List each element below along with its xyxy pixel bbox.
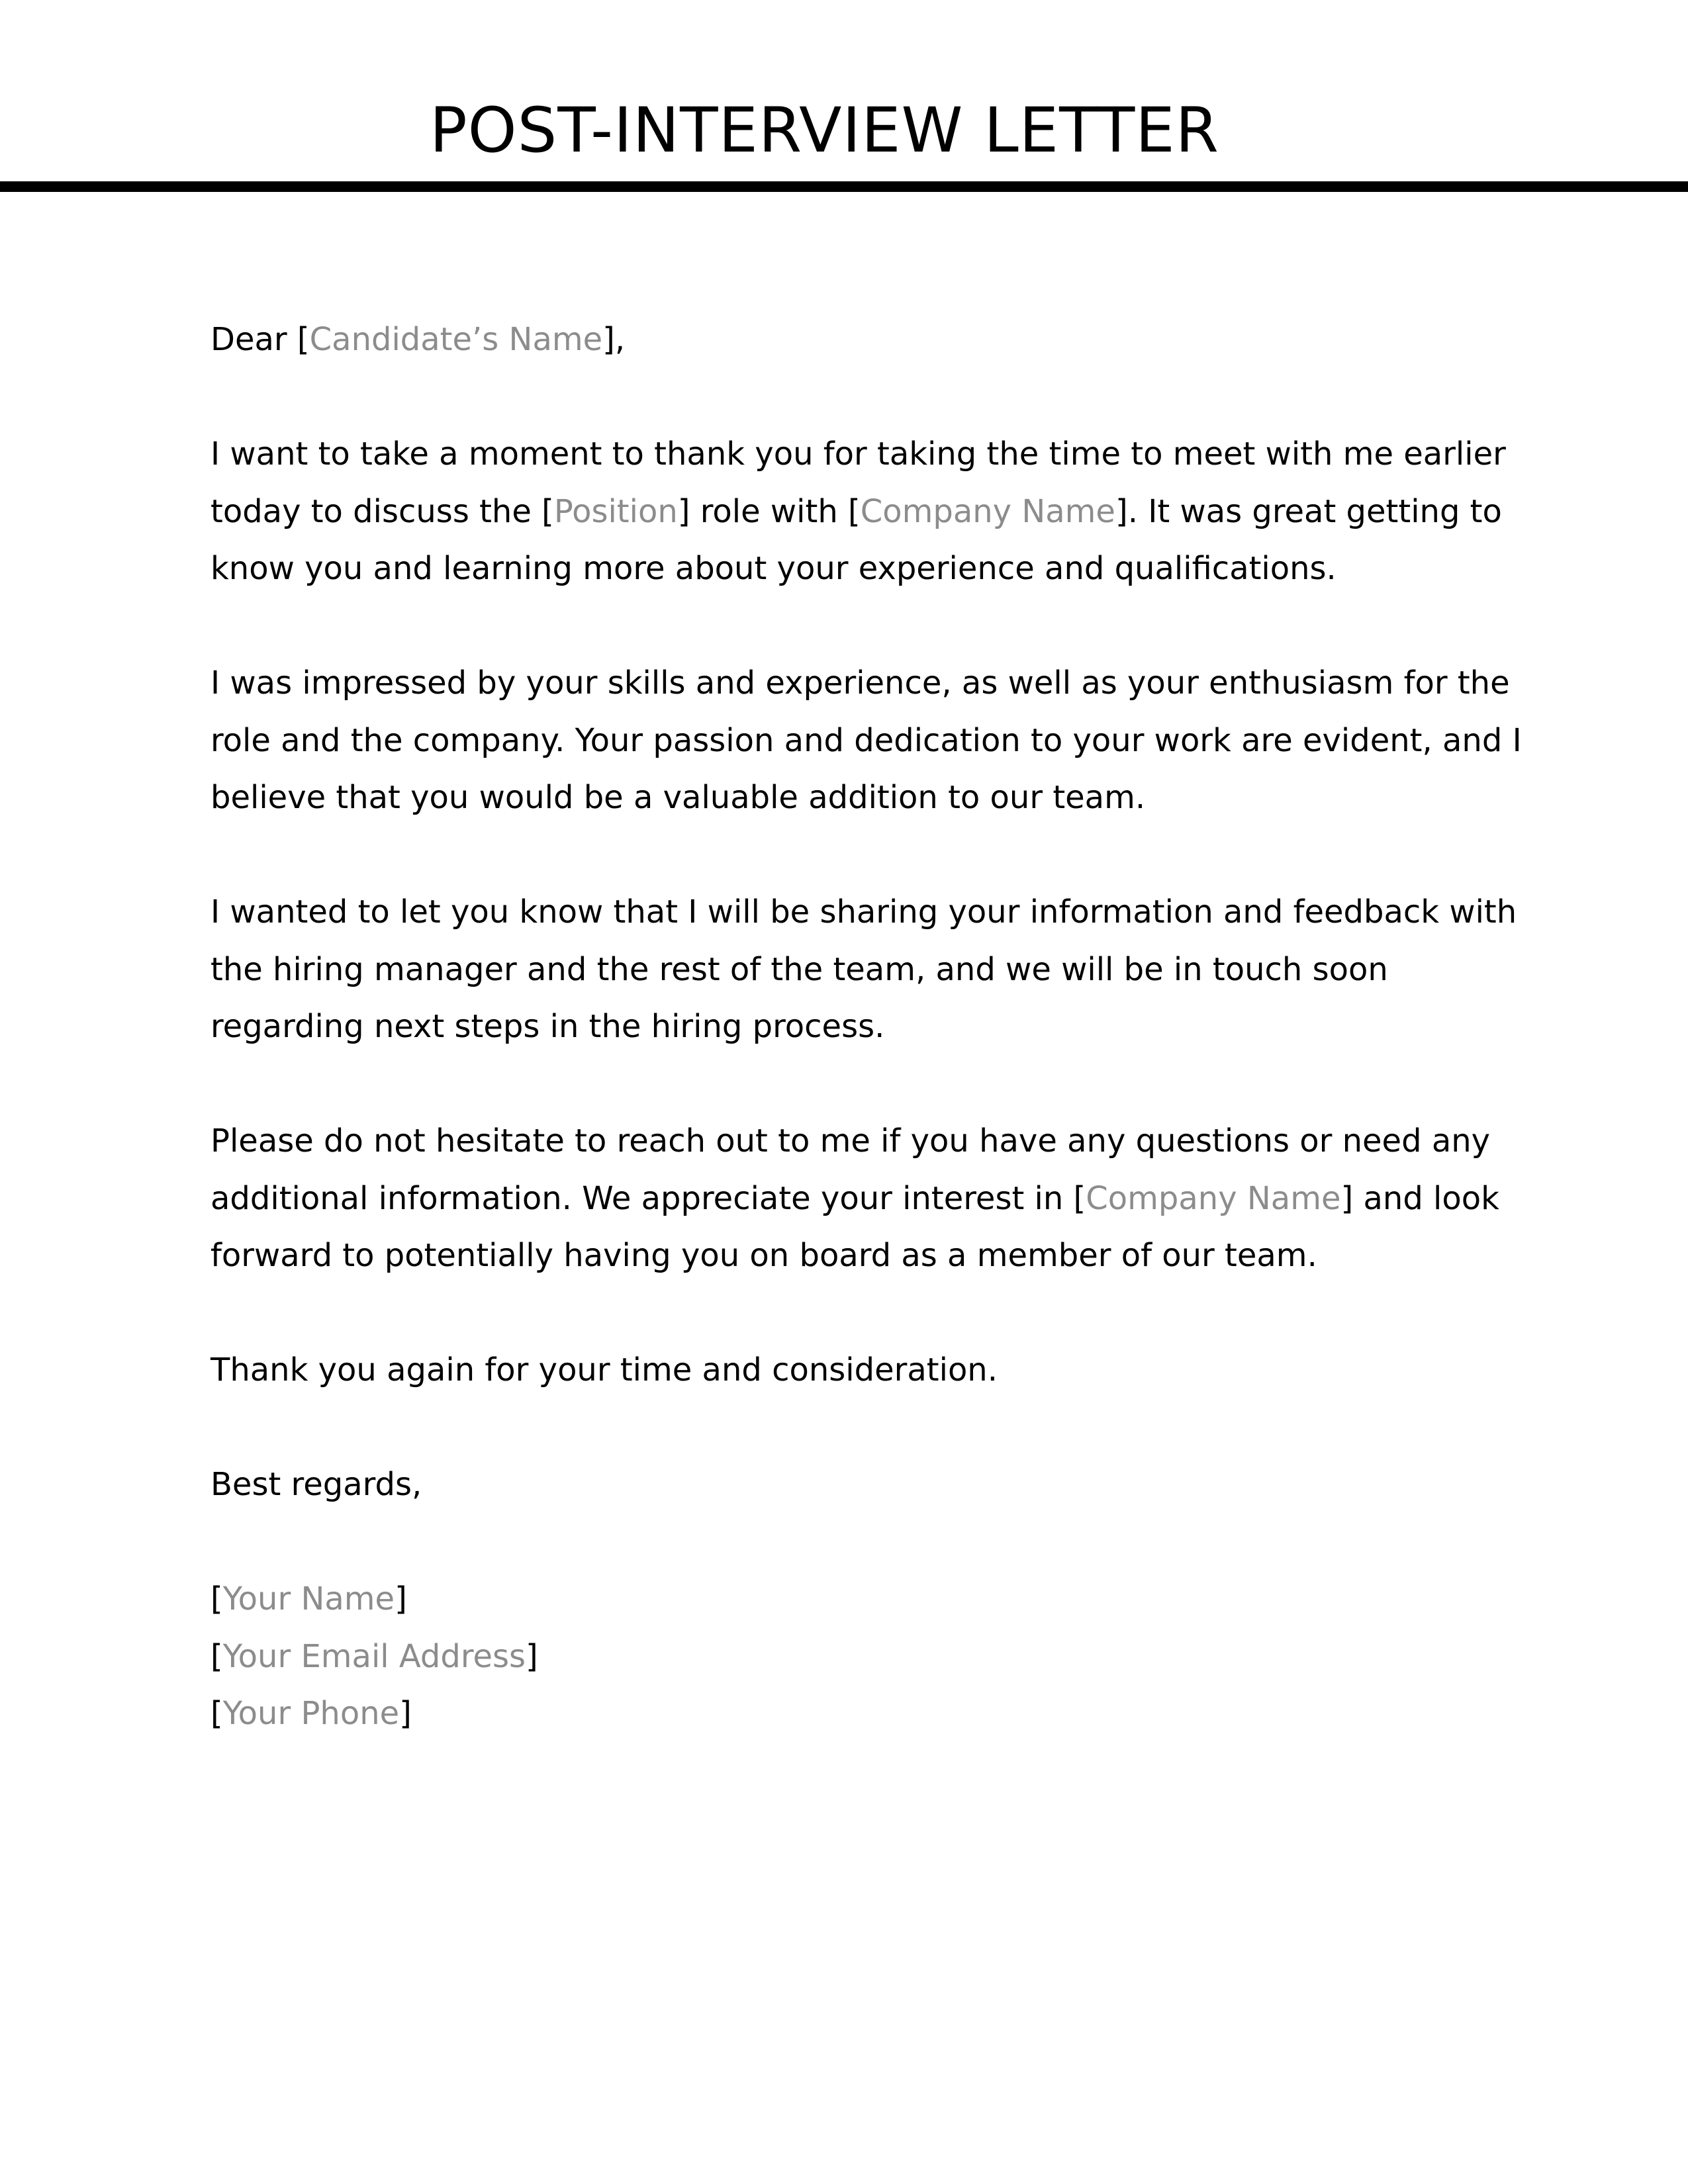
paragraph-thanks-text-a: I want to take a moment to thank you for taking the time to meet with me earlier today to discuss the — [211, 435, 1506, 530]
paragraph-contact-text-a: Please do not hesitate to reach out to me if you have any questions or need any additional information. We appreciate your interest in — [211, 1122, 1491, 1217]
signature-name: [Your Name] — [211, 1580, 407, 1617]
your-email-placeholder[interactable]: Your Email Address — [222, 1637, 526, 1675]
paragraph-thanks: I want to take a moment to thank you for taking the time to meet with me earlier today to discuss the [Position] role with [Company Name]. It was great getting to know you and learning more about your experience and qualifications. — [211, 435, 1506, 587]
greeting-prefix: Dear — [211, 321, 297, 358]
paragraph-contact: Please do not hesitate to reach out to me if you have any questions or need any additional information. We appreciate your interest in [Company Name] and look forward to potentially having you on board as a member of our team. — [211, 1122, 1499, 1274]
your-name-placeholder[interactable]: Your Name — [222, 1580, 395, 1617]
letter-body — [211, 311, 1548, 1743]
paragraph-thank-you: Thank you again for your time and consideration. — [211, 1351, 998, 1388]
company-name-placeholder[interactable]: Company Name — [860, 492, 1115, 530]
paragraph-thanks-text-b: role with — [690, 492, 848, 530]
page-title: POST-INTERVIEW LETTER — [430, 95, 1219, 167]
candidate-name-placeholder[interactable]: Candidate’s Name — [309, 321, 603, 358]
signature-block — [211, 1570, 1548, 1743]
title-divider — [0, 181, 1688, 192]
signature-email: [Your Email Address] — [211, 1637, 538, 1675]
greeting: Dear [Candidate’s Name], — [211, 321, 626, 358]
position-placeholder[interactable]: Position — [553, 492, 678, 530]
paragraph-thanks-text-c: . It was great getting to know you and learning more about your experience and qualifications. — [211, 492, 1502, 587]
company-name-placeholder[interactable]: Company Name — [1086, 1179, 1341, 1217]
closing: Best regards, — [211, 1466, 422, 1503]
greeting-suffix: , — [614, 321, 626, 358]
paragraph-next-steps: I wanted to let you know that I will be sharing your information and feedback with the hiring manager and the rest of the team, and we will be in touch soon regarding next steps in the hiring process. — [211, 893, 1517, 1045]
paragraph-impressed: I was impressed by your skills and experience, as well as your enthusiasm for the role and the company. Your passion and dedication to your work are evident, and I believe that you would be a valuable addition to our team. — [211, 664, 1522, 816]
signature-phone: [Your Phone] — [211, 1695, 412, 1732]
your-phone-placeholder[interactable]: Your Phone — [222, 1695, 400, 1732]
paragraph-contact-text-b: and look forward to potentially having you on board as a member of our team. — [211, 1179, 1499, 1274]
